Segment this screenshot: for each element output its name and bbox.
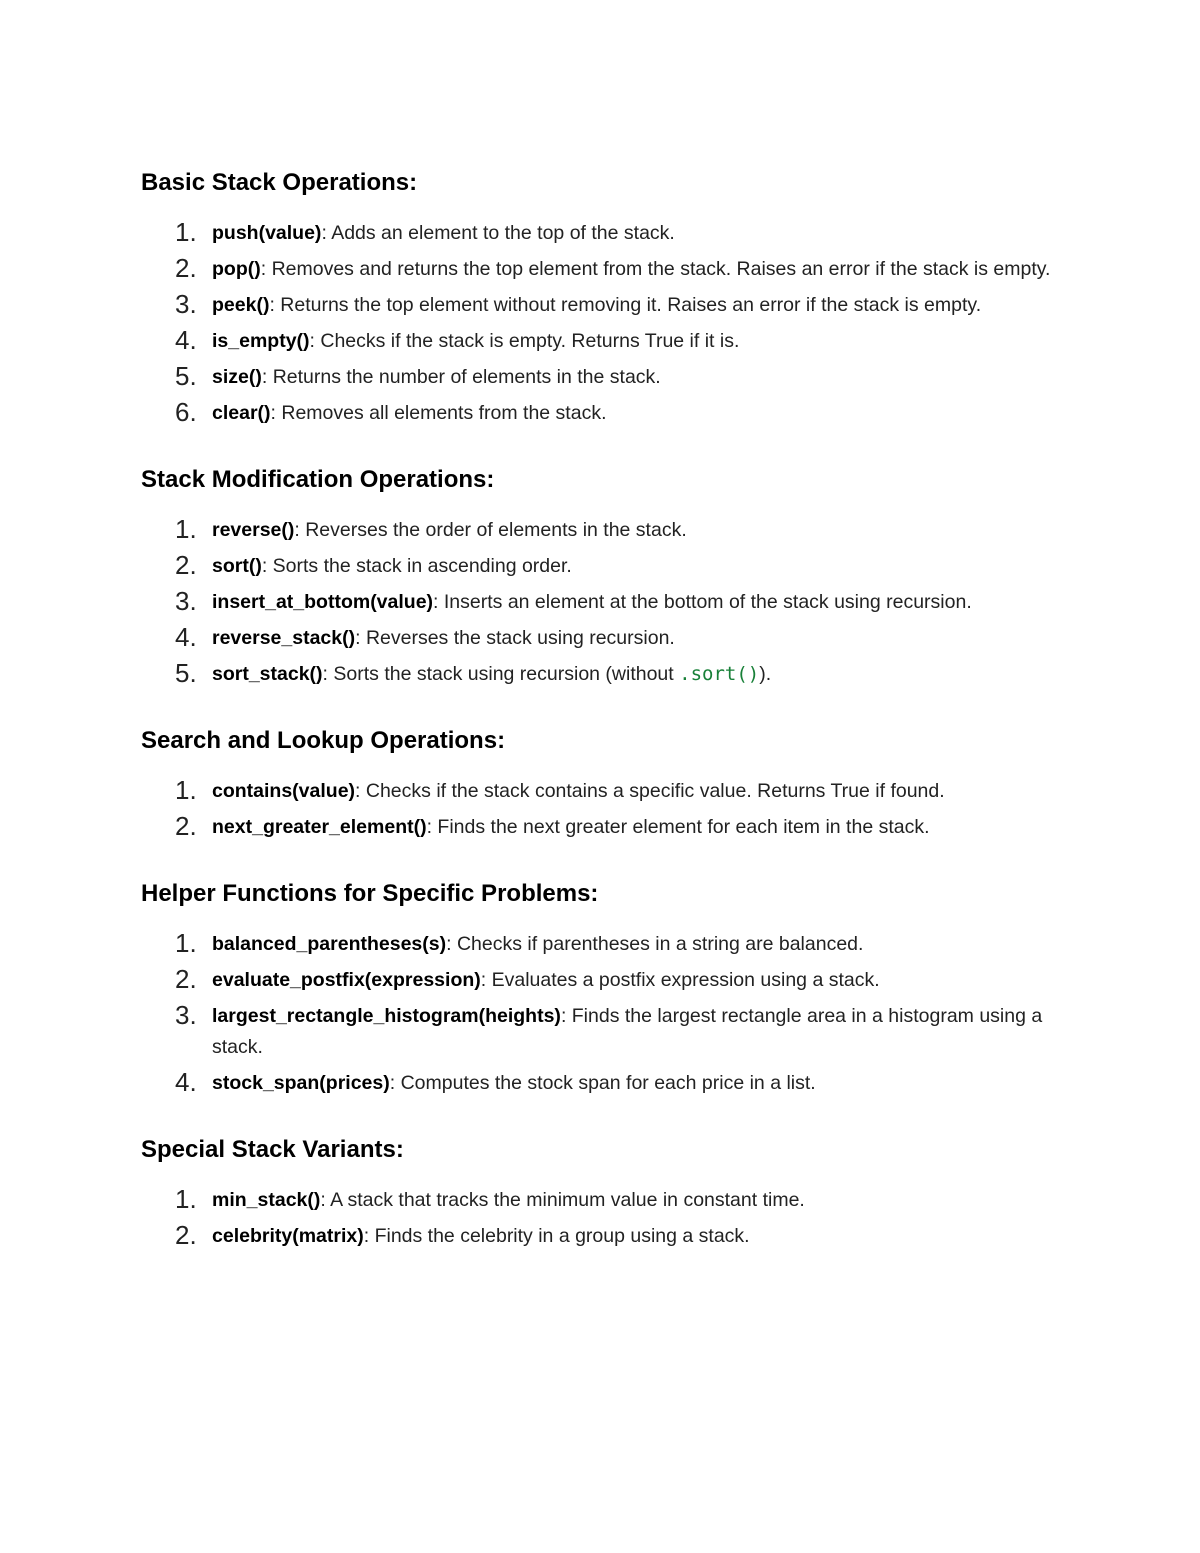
- list-item: [141, 623, 1071, 654]
- list-number: 1.: [175, 514, 197, 544]
- operation-description-end: ).: [759, 663, 772, 685]
- operation-description: : Checks if the stack contains a specific value. Returns True if found.: [355, 780, 945, 802]
- list-item: [141, 1001, 1071, 1063]
- operation-description: : Sorts the stack in ascending order.: [261, 555, 572, 577]
- list-item: [141, 812, 1071, 843]
- operation-list: [141, 1185, 1071, 1252]
- list-number: 1.: [175, 1184, 197, 1214]
- operation-name: contains(value): [212, 780, 356, 802]
- operation-description: : Finds the celebrity in a group using a stack.: [363, 1225, 750, 1247]
- list-number: 6.: [175, 397, 197, 427]
- operation-description: : Finds the largest rectangle area in a histogram using a stack.: [212, 1005, 1043, 1058]
- section-search-and-lookup-operations: [141, 724, 1071, 843]
- list-number: 5.: [175, 361, 197, 391]
- operation-name: reverse(): [212, 519, 295, 541]
- section-heading: Special Stack Variants:: [141, 1136, 404, 1163]
- list-item: [141, 587, 1071, 618]
- operation-name: balanced_parentheses(s): [212, 933, 447, 955]
- operation-description: : Reverses the order of elements in the stack.: [294, 519, 687, 541]
- list-number: 2.: [175, 253, 197, 283]
- operation-name: push(value): [212, 222, 322, 244]
- inline-code: .sort(): [679, 663, 760, 685]
- list-item: [141, 398, 1071, 429]
- operation-name: celebrity(matrix): [212, 1225, 364, 1247]
- operation-description: : Checks if parentheses in a string are balanced.: [446, 933, 864, 955]
- operation-name: min_stack(): [212, 1189, 321, 1211]
- operation-description: : Returns the number of elements in the stack.: [261, 366, 661, 388]
- list-item: [141, 776, 1071, 807]
- operation-description: : Sorts the stack using recursion (without: [322, 663, 680, 685]
- operation-name: next_greater_element(): [212, 816, 427, 838]
- operation-name: is_empty(): [212, 330, 310, 352]
- list-item: [141, 362, 1071, 393]
- operation-name: peek(): [212, 294, 270, 316]
- operation-description: : Finds the next greater element for each item in the stack.: [426, 816, 930, 838]
- section-heading: Stack Modification Operations:: [141, 466, 495, 493]
- operation-description: : Checks if the stack is empty. Returns True if it is.: [309, 330, 740, 352]
- operation-name: clear(): [212, 402, 271, 424]
- list-item: [141, 326, 1071, 357]
- section-basic-stack-operations: [141, 166, 1071, 429]
- section-heading: Search and Lookup Operations:: [141, 727, 506, 754]
- list-number: 1.: [175, 775, 197, 805]
- operation-description: : Reverses the stack using recursion.: [355, 627, 675, 649]
- operation-description: : A stack that tracks the minimum value in constant time.: [320, 1189, 805, 1211]
- list-number: 2.: [175, 1220, 197, 1250]
- operation-name: pop(): [212, 258, 261, 280]
- list-number: 3.: [175, 289, 197, 319]
- operation-description: : Removes and returns the top element from the stack. Raises an error if the stack is empty.: [260, 258, 1051, 280]
- list-number: 3.: [175, 586, 197, 616]
- list-item: [141, 218, 1071, 249]
- operation-name: sort(): [212, 555, 262, 577]
- operation-name: largest_rectangle_histogram(heights): [212, 1005, 561, 1027]
- list-item: [141, 929, 1071, 960]
- operation-name: stock_span(prices): [212, 1072, 390, 1094]
- operation-name: size(): [212, 366, 262, 388]
- list-item: [141, 551, 1071, 582]
- operation-list: [141, 515, 1071, 690]
- document-page: [141, 166, 1071, 1286]
- list-number: 1.: [175, 217, 197, 247]
- list-item: [141, 290, 1071, 321]
- operation-name: sort_stack(): [212, 663, 323, 685]
- list-number: 1.: [175, 928, 197, 958]
- section-heading: Basic Stack Operations:: [141, 169, 418, 196]
- section-special-stack-variants: [141, 1133, 1071, 1252]
- operation-list: [141, 776, 1071, 843]
- operation-description: : Removes all elements from the stack.: [270, 402, 607, 424]
- operation-name: insert_at_bottom(value): [212, 591, 434, 613]
- list-number: 3.: [175, 1000, 197, 1030]
- operation-description: : Evaluates a postfix expression using a stack.: [480, 969, 880, 991]
- operation-list: [141, 929, 1071, 1099]
- operation-description: : Adds an element to the top of the stack.: [321, 222, 675, 244]
- operation-name: evaluate_postfix(expression): [212, 969, 481, 991]
- list-number: 4.: [175, 325, 197, 355]
- list-item: [141, 1068, 1071, 1099]
- operation-list: [141, 218, 1071, 429]
- list-number: 4.: [175, 622, 197, 652]
- list-item: [141, 254, 1071, 285]
- operation-description: : Computes the stock span for each price in a list.: [389, 1072, 816, 1094]
- list-number: 2.: [175, 964, 197, 994]
- list-item: [141, 965, 1071, 996]
- list-item: [141, 1185, 1071, 1216]
- list-item: [141, 659, 1071, 690]
- section-stack-modification-operations: [141, 463, 1071, 690]
- section-heading: Helper Functions for Specific Problems:: [141, 880, 599, 907]
- operation-description: : Returns the top element without removing it. Raises an error if the stack is empty.: [269, 294, 982, 316]
- list-item: [141, 515, 1071, 546]
- list-item: [141, 1221, 1071, 1252]
- list-number: 4.: [175, 1067, 197, 1097]
- section-helper-functions: [141, 877, 1071, 1099]
- list-number: 5.: [175, 658, 197, 688]
- list-number: 2.: [175, 550, 197, 580]
- operation-description: : Inserts an element at the bottom of the stack using recursion.: [433, 591, 972, 613]
- list-number: 2.: [175, 811, 197, 841]
- operation-name: reverse_stack(): [212, 627, 356, 649]
